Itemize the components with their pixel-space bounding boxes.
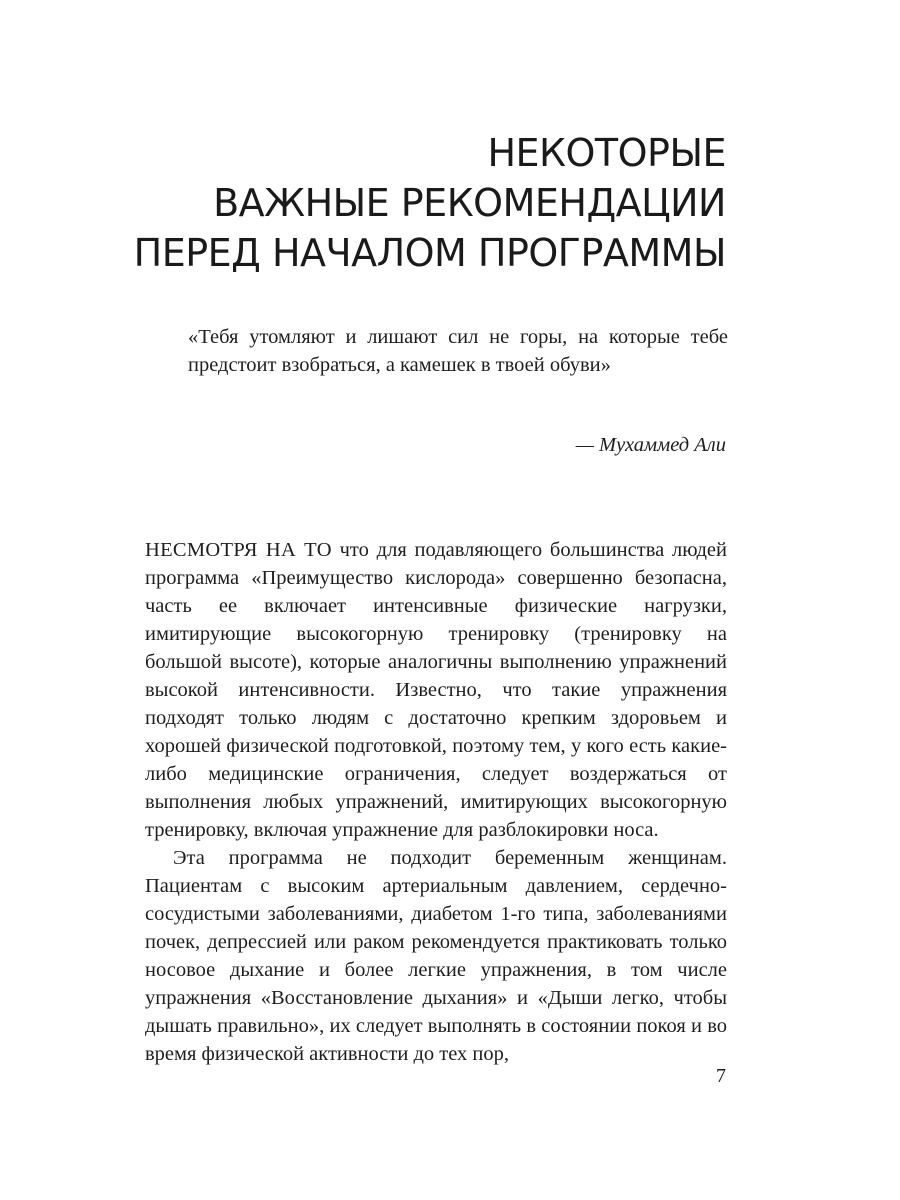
page-number: 7 (716, 1065, 726, 1087)
body-text (145, 536, 727, 1068)
epigraph-author: — Мухаммед Али (575, 434, 726, 456)
paragraph-2: Эта программа не подходит беременным женщинам. Пациентам с высоким артериальным давлением, сердечно-сосудистыми заболеваниями, диабетом 1-го типа, заболеваниями почек, депрессией или раком рекомендуется практиковать только носовое дыхание и более легкие упражнения, в том числе упражнения «Восстановление дыхания» и «Дыши легко, чтобы дышать правильно», их следует выполнять в состоянии покоя и во время физической активности до тех пор, (145, 847, 727, 1065)
chapter-title-line-2: ВАЖНЫЕ РЕКОМЕНДАЦИИ (213, 181, 726, 225)
paragraph-1 (145, 536, 727, 844)
chapter-title-line-1: НЕКОТОРЫЕ (487, 131, 726, 175)
epigraph-quote: «Тебя утомляют и лишают сил не горы, на которые тебе предстоит взобраться, а камешек в твоей обуви» (188, 326, 728, 376)
chapter-title (126, 128, 726, 278)
chapter-title-line-3: ПЕРЕД НАЧАЛОМ ПРОГРАММЫ (133, 231, 726, 275)
paragraph-1-text: что для подавляющего большинства людей программа «Преимущество кислорода» совершенно безопасна, часть ее включает интенсивные физические нагрузки, имитирующие высокогорную тренировку (тренировку на большой высоте), которые аналогичны выполнению упражнений высокой интенсивности. Известно, что такие упражнения подходят только людям с достаточно крепким здоровьем и хорошей физической подготовкой, поэтому тем, у кого есть какие-либо медицинские ограничения, следует воздержаться от выполнения любых упражнений, имитирующих высокогорную тренировку, включая упражнение для разблокировки носа. (145, 539, 728, 841)
paragraph-lead-in: НЕСМОТРЯ НА ТО (145, 539, 332, 561)
